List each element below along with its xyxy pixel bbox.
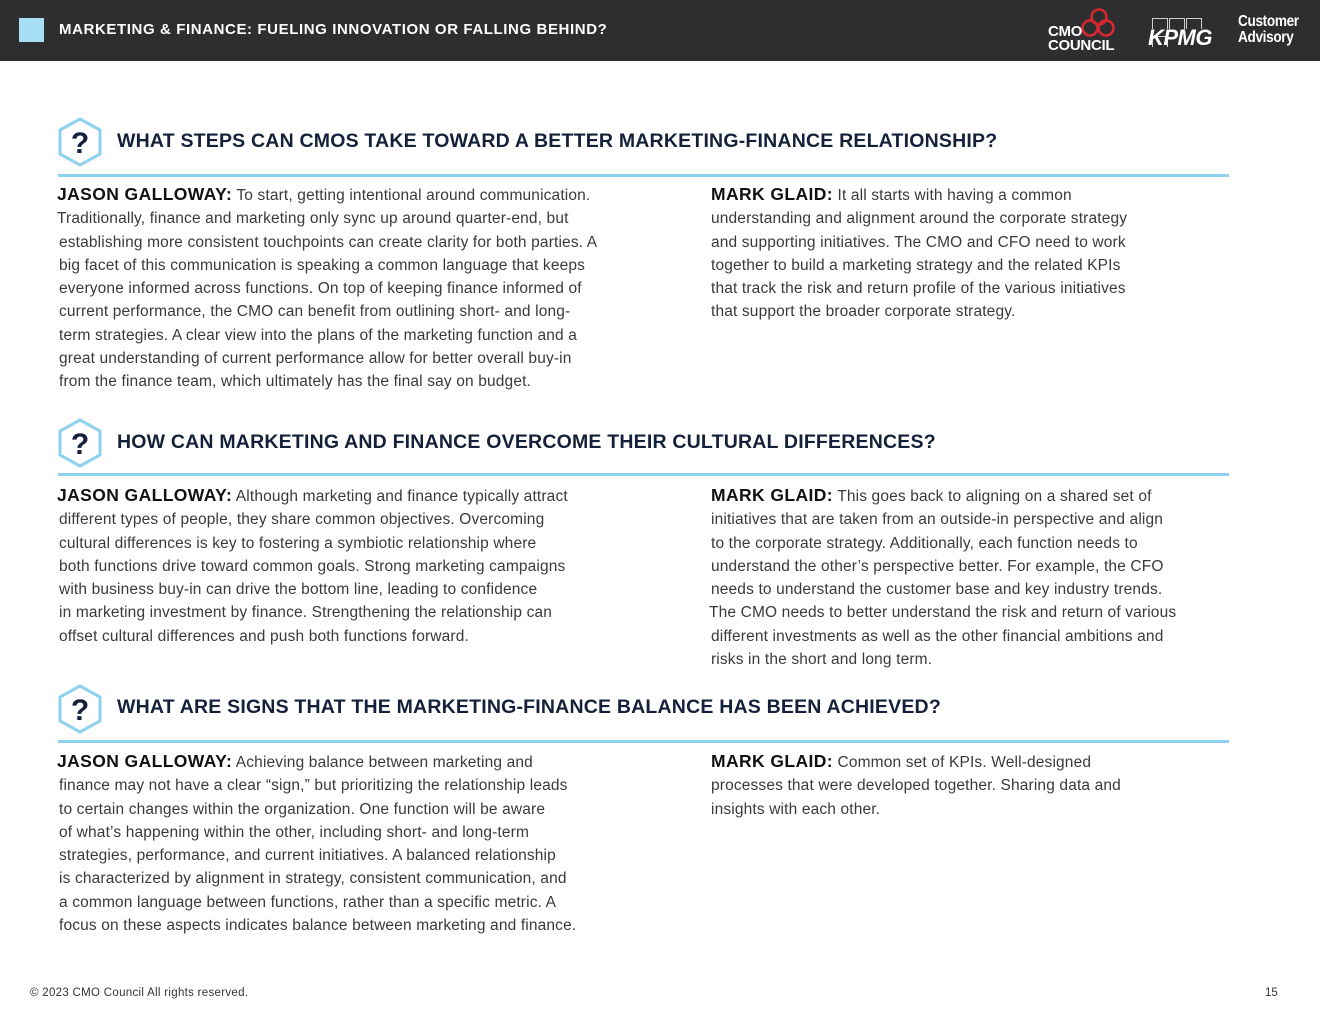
speaker-name: MARK GLAID: (711, 751, 834, 771)
answer-text-line: everyone informed across functions. On top of keeping finance informed of (59, 280, 582, 298)
answer-left (57, 183, 657, 394)
answer-left (57, 484, 657, 648)
answer-text-line: Although marketing and finance typically attract (232, 488, 568, 505)
document-title: MARKETING & FINANCE: FUELING INNOVATION OR FALLING BEHIND? (59, 21, 608, 38)
speaker-name: MARK GLAID: (711, 485, 834, 505)
answer-text-line: needs to understand the customer base and key industry trends. (711, 581, 1163, 599)
answer-text-line: different investments as well as the other financial ambitions and (711, 627, 1164, 645)
speaker-name: MARK GLAID: (711, 184, 834, 204)
answer-text-line: current performance, the CMO can benefit from outlining short- and long- (59, 303, 571, 321)
header-accent-square (19, 18, 44, 42)
answer-text-line: understanding and alignment around the corporate strategy (711, 210, 1128, 228)
svg-text:?: ? (70, 694, 90, 727)
answer-text-line: both functions drive toward common goals. Strong marketing campaigns (59, 557, 566, 575)
answer-text-line: big facet of this communication is speaking a common language that keeps (59, 256, 586, 274)
section-divider (58, 473, 1229, 476)
answer-right (711, 484, 1229, 671)
answer-text-line: and supporting initiatives. The CMO and CFO need to work (711, 233, 1126, 251)
answer-text-line: It all starts with having a common (833, 187, 1072, 204)
answer-text-line: understand the other’s perspective better. For example, the CFO (711, 557, 1164, 575)
answer-text-line: The CMO needs to better understand the risk and return of various (709, 604, 1177, 622)
customer-advisory-logo (1238, 14, 1299, 46)
answer-text-line: strategies, performance, and current initiatives. A balanced relationship (59, 847, 556, 865)
speaker-name: JASON GALLOWAY: (57, 485, 233, 505)
kpmg-logo (1148, 16, 1222, 48)
answer-right (711, 183, 1229, 324)
page-number: 15 (1265, 987, 1278, 999)
answer-text-line: that support the broader corporate strategy. (711, 303, 1016, 321)
answer-text-line: in marketing investment by finance. Strengthening the relationship can (59, 604, 553, 622)
answer-text-line: establishing more consistent touchpoints can create clarity for both parties. A (59, 233, 598, 251)
qa-section (57, 418, 1229, 673)
svg-text:?: ? (70, 428, 90, 461)
question-mark-hexagon-icon (57, 117, 103, 167)
answer-text-line: great understanding of current performance allow for better overall buy-in (59, 350, 572, 368)
section-divider (58, 174, 1229, 177)
cmo-logo-text-bottom: COUNCIL (1048, 37, 1115, 54)
answer-text-line: cultural differences is key to fostering a symbiotic relationship where (59, 534, 537, 552)
answer-text-line: processes that were developed together. Sharing data and (711, 777, 1121, 795)
answer-text-line: with business buy-in can drive the bottom line, leading to confidence (59, 581, 538, 599)
customer-advisory-line1: Customer (1238, 13, 1299, 30)
answer-text-line: is characterized by alignment in strategy, consistent communication, and (59, 870, 567, 888)
answer-text-line: insights with each other. (711, 800, 881, 818)
answer-text-line: together to build a marketing strategy and the related KPIs (711, 256, 1121, 274)
section-question-heading: HOW CAN MARKETING AND FINANCE OVERCOME THEIR CULTURAL DIFFERENCES? (117, 431, 936, 453)
kpmg-logo-text: KPMG (1148, 25, 1212, 50)
speaker-name: JASON GALLOWAY: (57, 751, 233, 771)
footer-copyright: © 2023 CMO Council All rights reserved. (30, 987, 249, 999)
answer-text-line: Achieving balance between marketing and (232, 754, 533, 771)
answer-text-line: from the finance team, which ultimately has the final say on budget. (59, 373, 532, 391)
answer-text-line: This goes back to aligning on a shared set of (833, 488, 1152, 505)
svg-text:?: ? (70, 127, 90, 160)
answer-text-line: offset cultural differences and push both functions forward. (59, 627, 469, 645)
answer-text-line: focus on these aspects indicates balance between marketing and finance. (59, 917, 577, 935)
qa-section (57, 684, 1229, 939)
answer-text-line: initiatives that are taken from an outside-in perspective and align (711, 511, 1164, 529)
answer-right (711, 750, 1229, 821)
answer-text-line: To start, getting intentional around communication. (232, 187, 591, 204)
header-bar (0, 0, 1320, 61)
answer-text-line: different types of people, they share common objectives. Overcoming (59, 511, 545, 529)
section-divider (58, 740, 1229, 743)
answer-text-line: to certain changes within the organization. One function will be aware (59, 800, 546, 818)
answer-text-line: Traditionally, finance and marketing only sync up around quarter-end, but (57, 210, 569, 228)
speaker-name: JASON GALLOWAY: (57, 184, 233, 204)
section-question-heading: WHAT ARE SIGNS THAT THE MARKETING-FINANCE BALANCE HAS BEEN ACHIEVED? (117, 696, 941, 718)
cmo-council-logo (1046, 8, 1118, 54)
customer-advisory-line2: Advisory (1238, 29, 1294, 46)
cmo-logo-text-top: CMO (1048, 23, 1083, 40)
question-mark-hexagon-icon (57, 418, 103, 468)
answer-text-line: of what’s happening within the other, including short- and long-term (59, 823, 530, 841)
section-question-heading: WHAT STEPS CAN CMOS TAKE TOWARD A BETTER MARKETING-FINANCE RELATIONSHIP? (117, 130, 998, 152)
answer-text-line: to the corporate strategy. Additionally, each function needs to (711, 534, 1138, 552)
answer-text-line: risks in the short and long term. (711, 651, 933, 669)
answer-text-line: that track the risk and return profile of the various initiatives (711, 280, 1126, 298)
answer-text-line: Common set of KPIs. Well-designed (833, 754, 1092, 771)
question-mark-hexagon-icon (57, 684, 103, 734)
qa-section (57, 117, 1229, 397)
answer-text-line: term strategies. A clear view into the plans of the marketing function and a (59, 326, 578, 344)
answer-text-line: a common language between functions, rather than a specific metric. A (59, 893, 557, 911)
answer-left (57, 750, 657, 937)
cmo-council-emblem-icon (1080, 8, 1118, 38)
answer-text-line: finance may not have a clear “sign,” but prioritizing the relationship leads (59, 777, 568, 795)
